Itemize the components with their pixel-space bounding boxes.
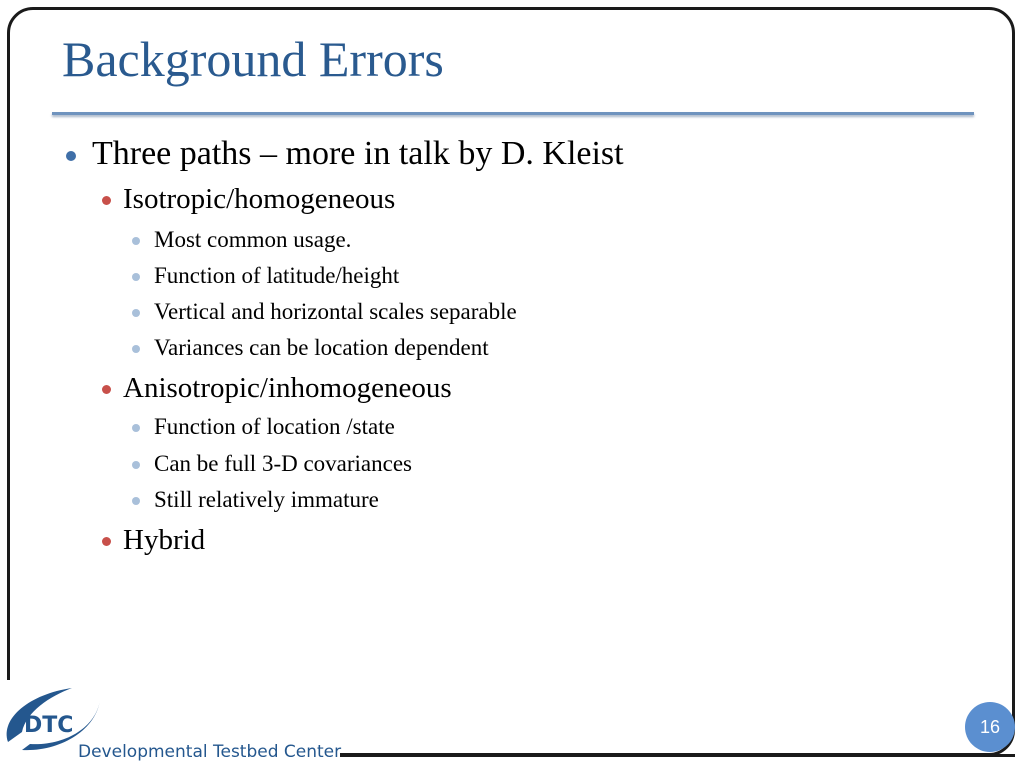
bullet-dot xyxy=(132,424,140,432)
bullet-level3: Variances can be location dependent xyxy=(154,335,489,360)
bullet-level2: Anisotropic/inhomogeneous xyxy=(123,372,452,404)
footer-rule xyxy=(322,754,1015,757)
bullet-dot xyxy=(132,461,140,469)
bullet-level3: Still relatively immature xyxy=(154,487,379,512)
page-number-badge xyxy=(965,702,1015,752)
bullet-level3: Function of location /state xyxy=(154,414,395,439)
bullet-dot xyxy=(66,151,76,161)
bullet-dot xyxy=(132,273,140,281)
bullet-level3: Can be full 3-D covariances xyxy=(154,451,413,476)
slide-title: Background Errors xyxy=(62,31,444,87)
bullet-dot xyxy=(132,309,140,317)
bullet-level1: Three paths – more in talk by D. Kleist xyxy=(92,135,624,172)
page-number: 16 xyxy=(979,716,1001,737)
dtc-logo xyxy=(0,680,340,768)
bullet-level3: Vertical and horizontal scales separable xyxy=(154,299,517,324)
bullet-dot xyxy=(132,237,140,245)
bullet-dot xyxy=(102,196,111,205)
title-underline xyxy=(52,112,974,115)
bullet-level2: Isotropic/homogeneous xyxy=(123,183,396,215)
bullet-dot xyxy=(102,385,111,394)
bullet-dot xyxy=(102,537,111,546)
bullet-dot xyxy=(132,497,140,505)
logo-name: Developmental Testbed Center xyxy=(78,742,342,762)
bullet-level3: Most common usage. xyxy=(154,227,352,252)
bullet-level3: Function of latitude/height xyxy=(154,263,400,288)
logo-abbr: DTC xyxy=(24,713,74,738)
bullet-level2: Hybrid xyxy=(123,524,206,556)
bullet-dot xyxy=(132,345,140,353)
